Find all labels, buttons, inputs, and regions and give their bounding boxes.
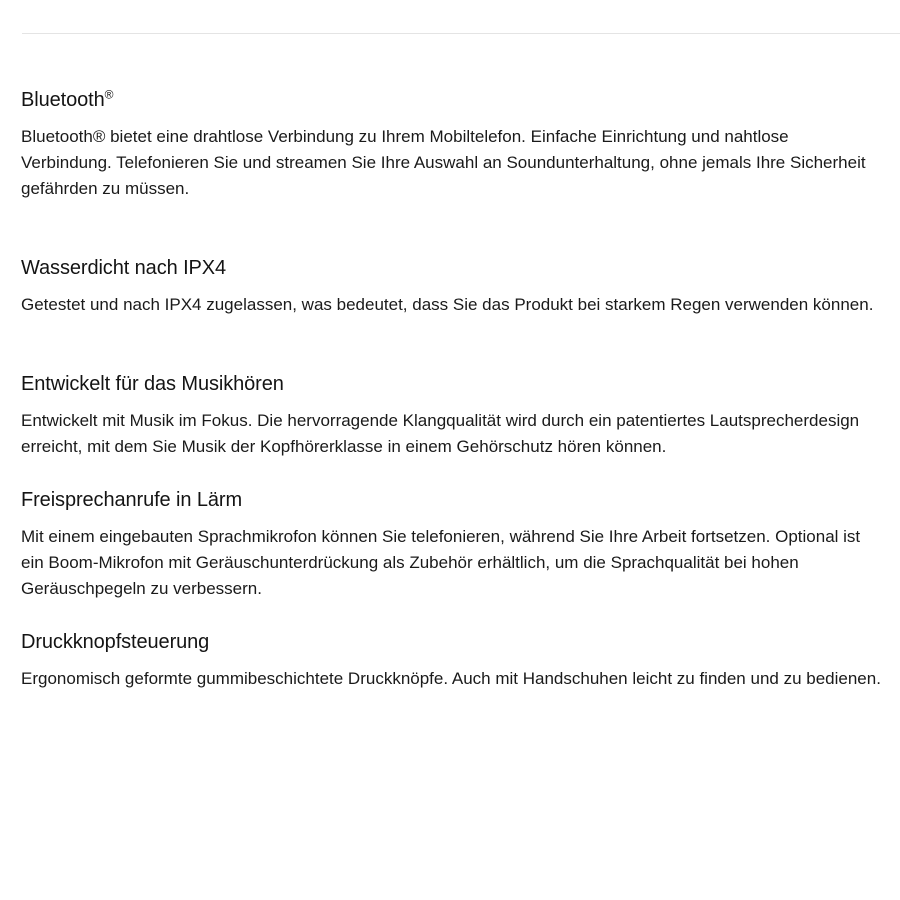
registered-mark: ® [104,87,114,102]
feature-bluetooth [21,88,883,202]
feature-title: Bluetooth® [21,87,114,111]
feature-title: Wasserdicht nach IPX4 [21,257,227,279]
feature-music [21,372,883,460]
feature-description: Ergonomisch geformte gummibeschichtete Druckknöpfe. Auch mit Handschuhen leicht zu finden und zu bedienen. [21,669,881,688]
feature-description: Bluetooth® bietet eine drahtlose Verbindung zu Ihrem Mobiltelefon. Einfache Einrichtung und nahtlose Verbindung. Telefonieren Sie und streamen Sie Ihre Auswahl an Soundunterhaltung, ohne jemals Ihre Sicherheit gefährden zu müssen. [21,127,866,198]
feature-handsfree-calls [21,488,883,602]
feature-description: Getestet und nach IPX4 zugelassen, was bedeutet, dass Sie das Produkt bei starkem Regen verwenden können. [21,295,874,314]
feature-description: Entwickelt mit Musik im Fokus. Die hervorragende Klangqualität wird durch ein patentiertes Lautsprecherdesign erreicht, mit dem Sie Musik der Kopfhörerklasse in einem Gehörschutz hören können. [21,411,860,456]
feature-push-buttons [21,630,883,692]
feature-waterproof [21,256,883,318]
top-divider [22,33,900,34]
feature-description: Mit einem eingebauten Sprachmikrofon können Sie telefonieren, während Sie Ihre Arbeit fortsetzen. Optional ist ein Boom-Mikrofon mit Geräuschunterdrückung als Zubehör erhältlich, um die Sprachqualität bei hohen Geräuschpegeln zu verbessern. [21,527,861,598]
feature-title: Freisprechanrufe in Lärm [21,489,243,511]
feature-title: Druckknopfsteuerung [21,631,210,653]
feature-title: Entwickelt für das Musikhören [21,373,284,395]
